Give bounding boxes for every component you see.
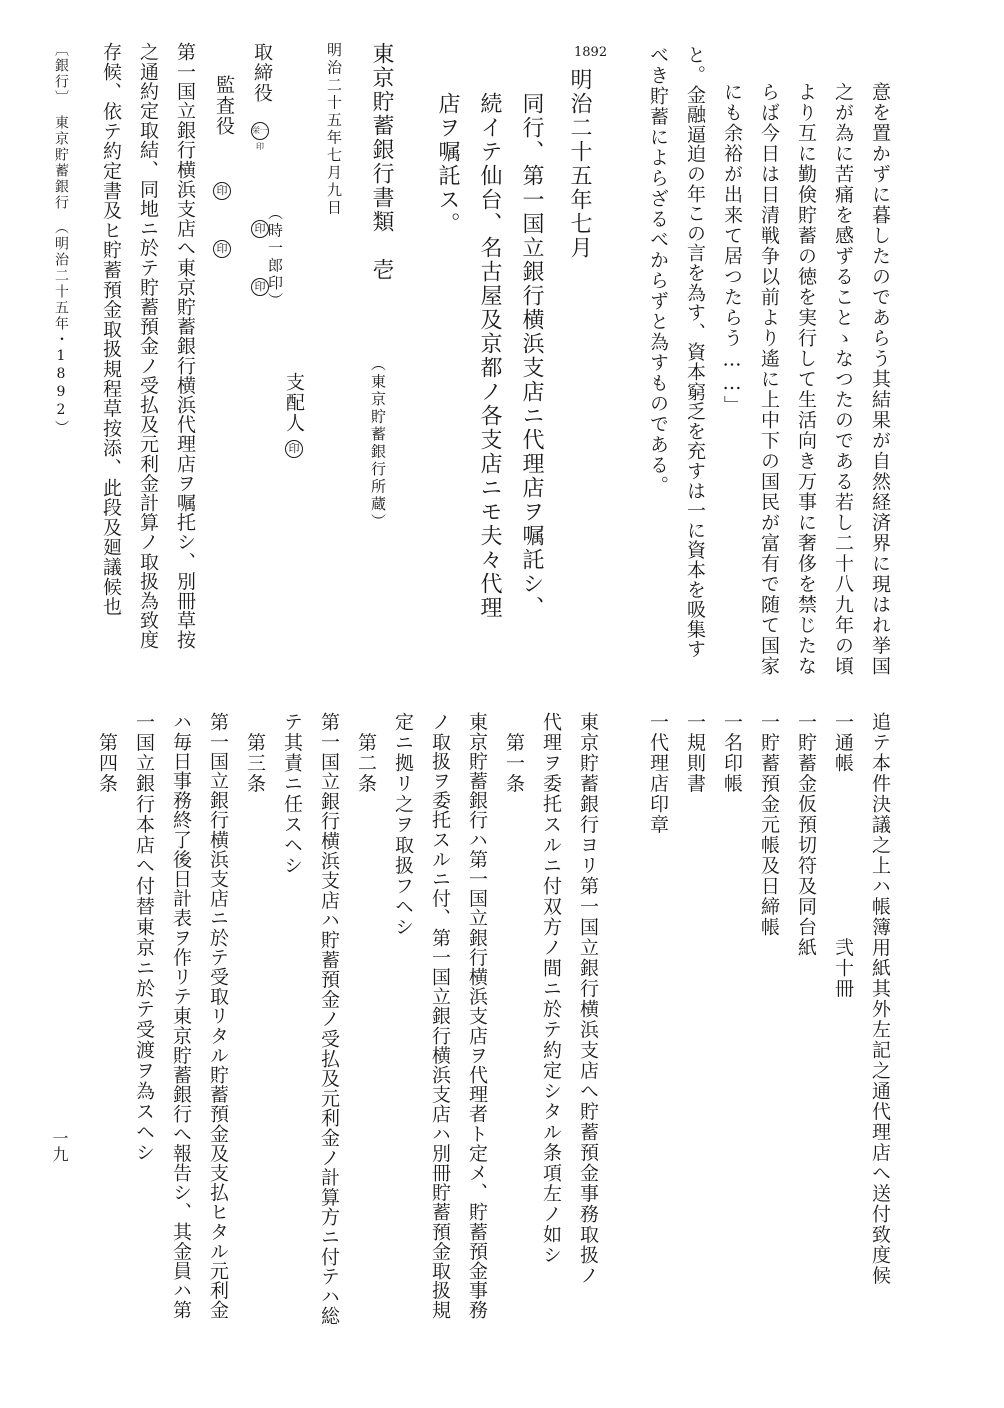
article-2-heading: 第二条 — [355, 712, 377, 794]
document-date: 明治二十五年七月九日 — [325, 42, 343, 217]
article-1-heading: 第一条 — [503, 712, 525, 794]
document-source: （東京貯蓄銀行所蔵） — [369, 356, 387, 531]
seal-mark-2: 印 — [251, 278, 269, 296]
contract-line-12: ハ毎日事務終了後日計表ヲ作リテ東京貯蓄銀行へ報告シ、其金員ハ第 — [170, 712, 192, 1320]
page-number: 一九 — [50, 1130, 69, 1162]
contract-line-13: 一国立銀行本店へ付替東京ニ於テ受渡ヲ為スヘシ — [133, 712, 155, 1163]
item-3: 一貯蓄預金元帳及日締帳 — [758, 712, 780, 938]
item-5: 一規則書 — [684, 712, 706, 794]
item-4: 一名印帳 — [721, 712, 743, 794]
seal-mark-4: 印 — [213, 240, 231, 258]
torishimariyaku-label: 取締役 — [251, 42, 273, 104]
text-line-tr-3: より互に勤倹貯蓄の徳を実行して生活向き万事に奢侈を禁じたな — [795, 82, 817, 677]
contract-line-5: ノ取扱ヲ委托スルニ付、第一国立銀行横浜支店ハ別冊貯蓄預金取扱規 — [429, 712, 451, 1320]
contract-line-11: 第一国立銀行横浜支店ニ於テ受取リタル貯蓄預金及支払ヒタル元利金 — [207, 712, 229, 1320]
eiichi-seal: 栄一印 — [251, 122, 269, 140]
letter-line-3: 存候、依テ約定書及ヒ貯蓄預金取扱規程草按添、此段及廻議候也 — [100, 42, 122, 617]
entry-body-line-2: 続イテ仙台、名古屋及京都ノ各支店ニモ夫々代理 — [477, 92, 502, 620]
document-title: 東京貯蓄銀行書類 壱 — [369, 42, 394, 282]
shihainin-label: 支配人 — [283, 372, 305, 434]
text-line-tr-6: と。金融逼迫の年この言を為す、資本窮乏を充すは一に資本を吸集す — [684, 45, 706, 659]
item-6: 一代理店印章 — [647, 712, 669, 835]
letter-line-2: 之通約定取結、同地ニ於テ貯蓄預金ノ受払及元利金計算ノ取扱為致度 — [137, 42, 159, 650]
contract-line-1: 東京貯蓄銀行ヨリ第一国立銀行横浜支店へ貯蓄預金事務取扱ノ — [577, 712, 599, 1286]
text-line-tr-4: らば今日は日清戦争以前より遙に上中下の国民が富有で随て国家 — [758, 82, 780, 677]
year-western: 1892 — [574, 45, 608, 60]
date-heading: 明治二十五年七月 — [567, 68, 592, 260]
item-1: 一通帳 弐十冊 — [832, 712, 854, 999]
seal-mark-1: 印 — [251, 220, 269, 238]
contract-line-8: 第一国立銀行横浜支店ハ貯蓄預金ノ受払及元利金ノ計算方ニ付テハ総 — [318, 712, 340, 1326]
contract-line-6: 定ニ拠リ之ヲ取扱フヘシ — [392, 712, 414, 938]
text-line-tr-2: 之が為に苦痛を感ずることゝなつたのである若し二十八九年の頃 — [832, 82, 854, 677]
text-line-tr-1: 意を置かずに暮したのであらう其結果が自然経済界に現はれ挙国 — [869, 82, 891, 677]
running-head: 〔銀行〕 東京貯蓄銀行 （明治二十五年・1892） — [53, 42, 69, 436]
contract-line-9: テ其責ニ任スヘシ — [281, 712, 303, 876]
text-line-tr-7: べき貯蓄によらざるべからずと為すものである。 — [647, 45, 669, 496]
item-2: 一貯蓄金仮預切符及同台紙 — [795, 712, 817, 958]
tokiichiro-seal-note: （時一郎印） — [266, 205, 284, 310]
text-line-tr-5: にも余裕が出来て居つたらう……」 — [721, 82, 743, 416]
contract-line-2: 代理ヲ委托スルニ付双方ノ間ニ於テ約定シタル条項左ノ如シ — [540, 712, 562, 1266]
shihainin-seal: 印 — [285, 440, 303, 458]
entry-body-line-3: 店ヲ嘱託ス。 — [435, 92, 460, 236]
article-4-heading: 第四条 — [96, 712, 118, 794]
entry-body-line-1: 同行、第一国立銀行横浜支店ニ代理店ヲ嘱託シ、 — [519, 92, 544, 620]
contract-line-4: 東京貯蓄銀行ハ第一国立銀行横浜支店ヲ代理者ト定メ、貯蓄預金事務 — [466, 712, 488, 1320]
letter-line-1: 第一国立銀行横浜支店へ東京貯蓄銀行横浜代理店ヲ嘱托シ、別冊草按 — [174, 42, 196, 650]
kansayaku-label: 監査役 — [213, 75, 235, 137]
postscript-intro: 追テ本件決議之上ハ帳簿用紙其外左記之通代理店へ送付致度候 — [869, 712, 891, 1286]
seal-mark-3: 印 — [213, 182, 231, 200]
article-3-heading: 第三条 — [244, 712, 266, 794]
